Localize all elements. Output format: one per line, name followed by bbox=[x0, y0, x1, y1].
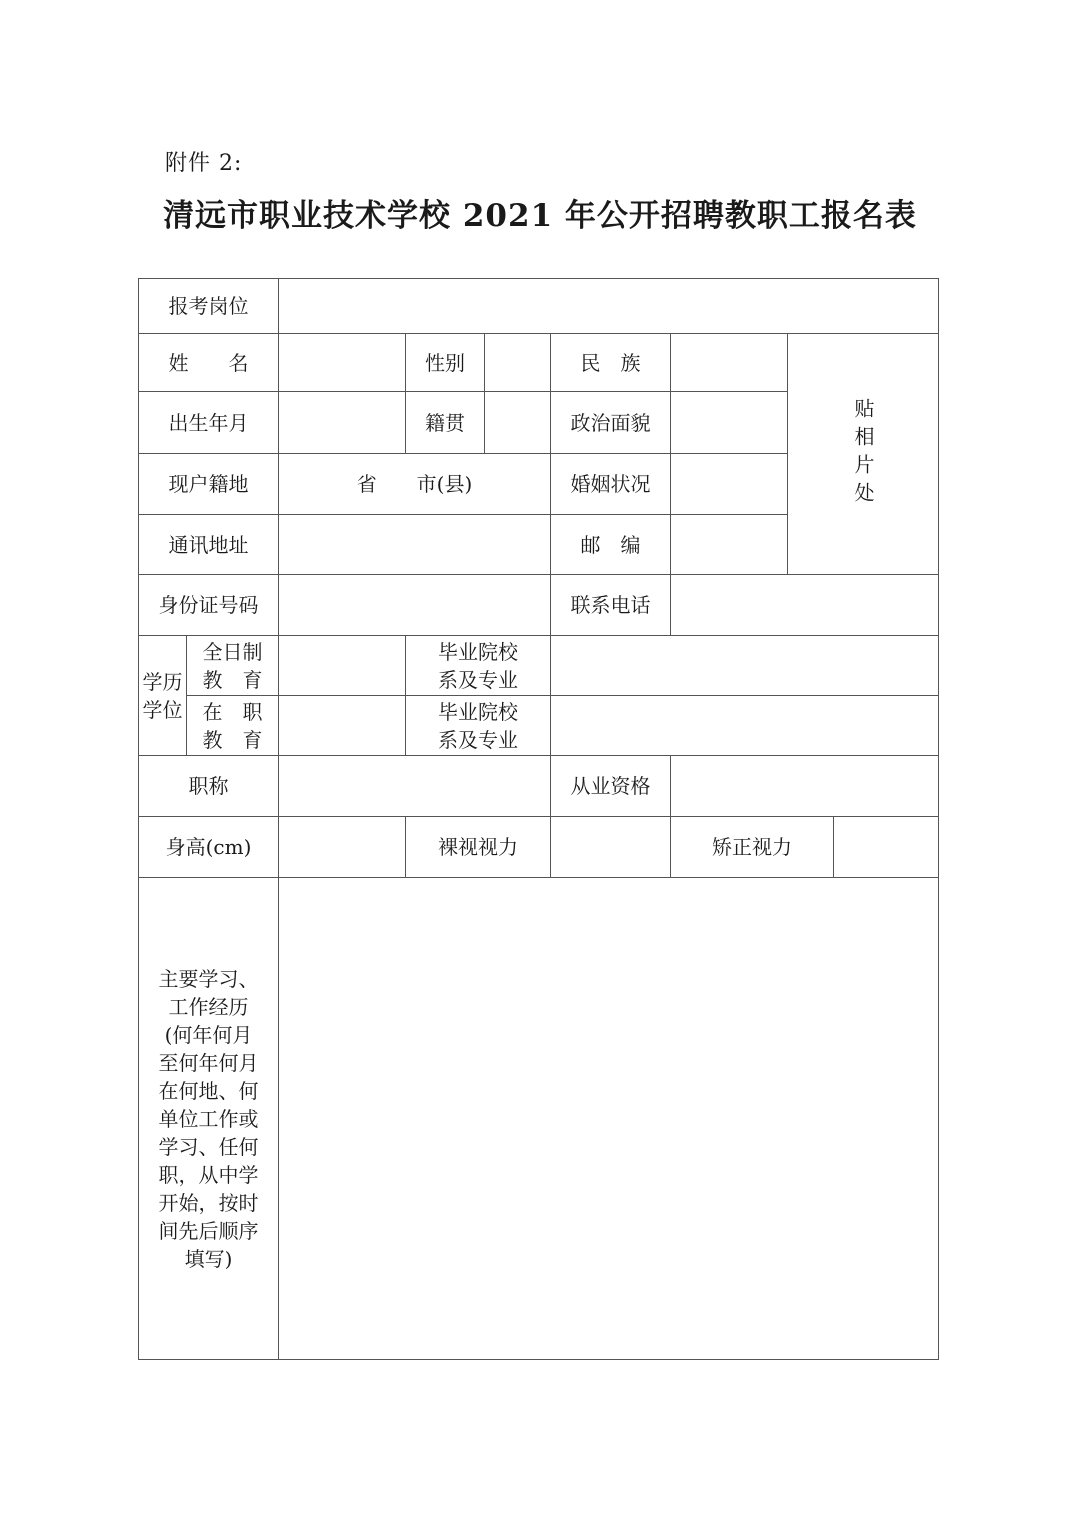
row-education-inservice bbox=[139, 696, 939, 756]
row-name bbox=[139, 334, 939, 392]
field-experience[interactable] bbox=[279, 878, 939, 1360]
label-height: 身高(cm) bbox=[139, 817, 279, 878]
field-birth[interactable] bbox=[279, 392, 406, 454]
label-address: 通讯地址 bbox=[139, 515, 279, 575]
label-birth: 出生年月 bbox=[139, 392, 279, 454]
label-education-line2: 学位 bbox=[142, 697, 183, 722]
field-phone[interactable] bbox=[671, 575, 939, 636]
label-inservice-school: 毕业院校 系及专业 bbox=[406, 696, 551, 756]
field-id-number[interactable] bbox=[279, 575, 551, 636]
field-name[interactable] bbox=[279, 334, 406, 392]
label-postcode: 邮 编 bbox=[551, 515, 671, 575]
label-fulltime-school: 毕业院校 系及专业 bbox=[406, 636, 551, 696]
field-inservice-degree[interactable] bbox=[279, 696, 406, 756]
field-position[interactable] bbox=[279, 279, 939, 334]
field-inservice-school[interactable] bbox=[551, 696, 939, 756]
label-name: 姓 名 bbox=[139, 334, 279, 392]
field-native-place[interactable] bbox=[485, 392, 551, 454]
label-position: 报考岗位 bbox=[139, 279, 279, 334]
field-qualification[interactable] bbox=[671, 756, 939, 817]
page-title: 清远市职业技术学校 2021 年公开招聘教职工报名表 bbox=[163, 198, 917, 234]
field-height[interactable] bbox=[279, 817, 406, 878]
row-id bbox=[139, 575, 939, 636]
row-title bbox=[139, 756, 939, 817]
photo-box[interactable] bbox=[788, 334, 939, 575]
label-gender: 性别 bbox=[406, 334, 485, 392]
field-fulltime-school[interactable] bbox=[551, 636, 939, 696]
label-fulltime: 全日制 教 育 bbox=[187, 636, 279, 696]
row-experience bbox=[139, 878, 939, 1360]
field-political-status[interactable] bbox=[671, 392, 788, 454]
label-marital-status: 婚姻状况 bbox=[551, 454, 671, 515]
field-corrected-vision[interactable] bbox=[834, 817, 939, 878]
row-physical bbox=[139, 817, 939, 878]
label-title-rank: 职称 bbox=[139, 756, 279, 817]
label-id-number: 身份证号码 bbox=[139, 575, 279, 636]
label-corrected-vision: 矫正视力 bbox=[671, 817, 834, 878]
registration-form bbox=[138, 278, 939, 1360]
label-naked-vision: 裸视视力 bbox=[406, 817, 551, 878]
field-address[interactable] bbox=[279, 515, 551, 575]
field-naked-vision[interactable] bbox=[551, 817, 671, 878]
label-qualification: 从业资格 bbox=[551, 756, 671, 817]
label-residence: 现户籍地 bbox=[139, 454, 279, 515]
field-title-rank[interactable] bbox=[279, 756, 551, 817]
label-education-group bbox=[139, 636, 187, 756]
row-education-fulltime bbox=[139, 636, 939, 696]
label-native-place: 籍贯 bbox=[406, 392, 485, 454]
label-political-status: 政治面貌 bbox=[551, 392, 671, 454]
field-postcode[interactable] bbox=[671, 515, 788, 575]
row-position bbox=[139, 279, 939, 334]
field-residence[interactable]: 省 市(县) bbox=[279, 454, 551, 515]
label-experience: 主要学习、 工作经历 (何年何月 至何年何月 在何地、何 单位工作或 学习、任何 职，从中学 开始，按时 间先后顺序 填写) bbox=[139, 878, 279, 1360]
field-marital-status[interactable] bbox=[671, 454, 788, 515]
field-ethnicity[interactable] bbox=[671, 334, 788, 392]
label-ethnicity: 民 族 bbox=[551, 334, 671, 392]
attachment-label: 附件 2: bbox=[165, 151, 243, 176]
field-fulltime-degree[interactable] bbox=[279, 636, 406, 696]
label-photo: 贴相片处 bbox=[851, 398, 875, 510]
label-inservice: 在 职 教 育 bbox=[187, 696, 279, 756]
field-gender[interactable] bbox=[485, 334, 551, 392]
label-phone: 联系电话 bbox=[551, 575, 671, 636]
label-education-line1: 学历 bbox=[142, 669, 183, 694]
